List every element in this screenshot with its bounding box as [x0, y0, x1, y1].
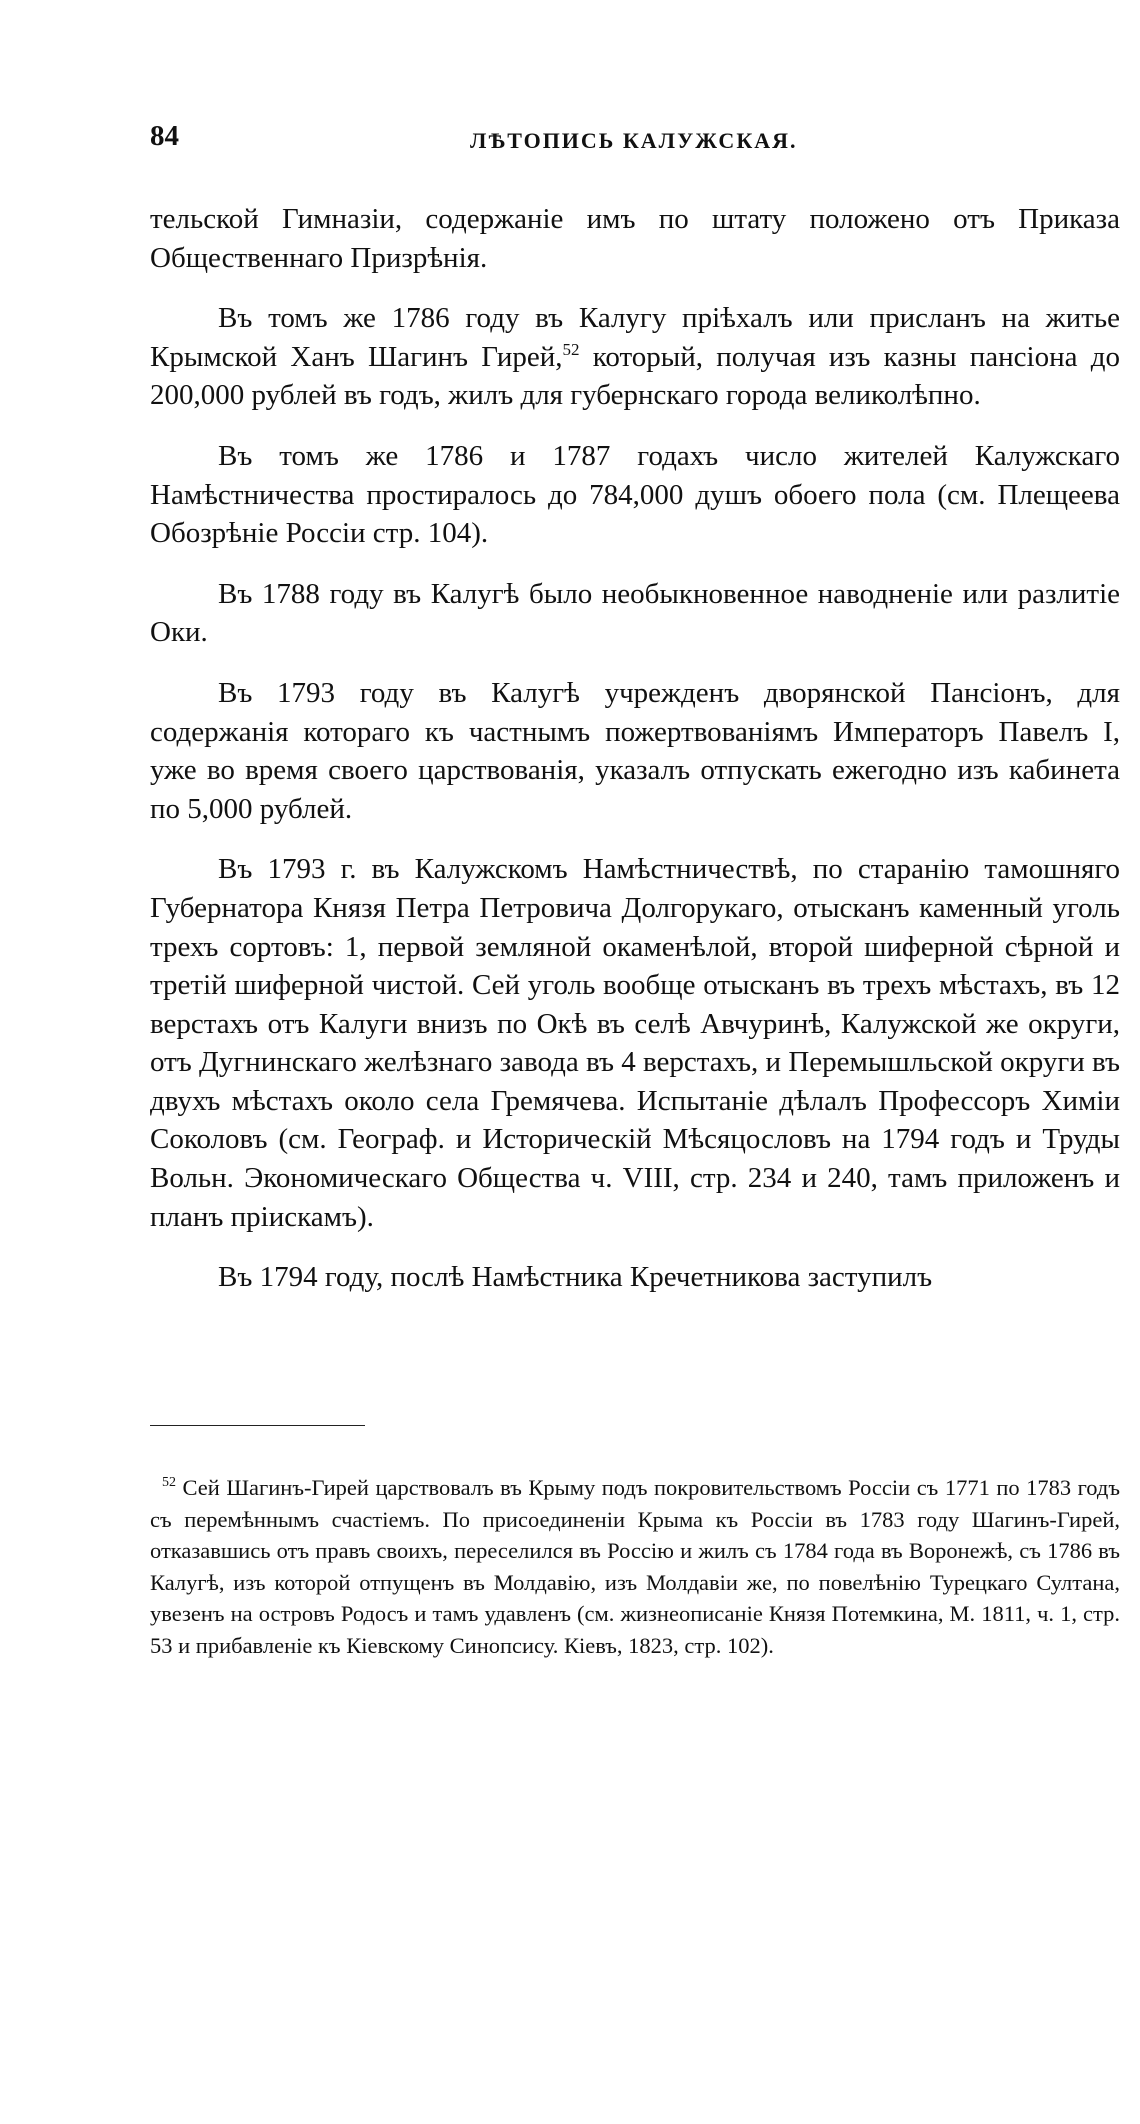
- page-header: [150, 120, 1120, 160]
- paragraph-gymnasium: [150, 200, 1120, 277]
- paragraph-khan-arrival-text-a: Въ томъ же 1786 году въ Калугу пріѣхалъ или присланъ на житье Крымской Ханъ Шагинъ Гирей,: [150, 302, 1120, 373]
- paragraph-khan-arrival: [150, 299, 1120, 415]
- paragraph-boarding-school: [150, 674, 1120, 828]
- paragraph-khan-arrival-text-b: который, получая изъ казны пансіона до 200,000 рублей въ годъ, жилъ для губернскаго города великолѣпно.: [150, 340, 1120, 412]
- footnote: [150, 1472, 1120, 1661]
- paragraph-population: [150, 437, 1120, 553]
- paragraph-flood: [150, 575, 1120, 652]
- running-title: ЛѢТОПИСЬ КАЛУЖСКАЯ.: [470, 128, 798, 153]
- paragraph-coal-text: Въ 1793 г. въ Калужскомъ Намѣстничествѣ, по старанію тамошняго Губернатора Князя Петра Петровича Долгорукаго, отысканъ каменный уголь трехъ сортовъ: 1, первой земляной окаменѣлой, второй шиферной сѣрной и третій шиферной чистой. Сей уголь вообще отысканъ въ трехъ мѣстахъ, въ 12 верстахъ отъ Калуги внизъ по Окѣ въ селѣ Авчуринѣ, Калужской же округи, отъ Дугнинскаго желѣзнаго завода въ 4 верстахъ, и Перемышльской округи въ двухъ мѣстахъ около села Гремячева. Испытаніе дѣлалъ Профессоръ Химіи Соколовъ (см. Географ. и Историческій Мѣсяцословъ на 1794 годъ и Труды Вольн. Экономическаго Общества ч. VIII, стр. 234 и 240, тамъ приложенъ и планъ пріискамъ).: [150, 853, 1120, 1233]
- paragraph-boarding-school-text: Въ 1793 году въ Калугѣ учрежденъ дворянской Пансіонъ, для содержанія котораго къ частнымъ пожертвованіямъ Императоръ Павелъ I, уже во время своего царствованія, указалъ отпускать ежегодно изъ кабинета по 5,000 рублей.: [150, 676, 1120, 825]
- paragraph-coal: [150, 850, 1120, 1236]
- paragraph-governor: [150, 1258, 1120, 1297]
- footnote-text: Сей Шагинъ-Гирей царствовалъ въ Крыму подъ покровительствомъ Россіи съ 1771 по 1783 годъ съ перемѣннымъ счастіемъ. По присоединеніи Крыма къ Россіи въ 1783 году Шагинъ-Гирей, отказавшись отъ правъ своихъ, переселился въ Россію и жилъ съ 1784 года въ Воронежѣ, съ 1786 въ Калугѣ, изъ которой отпущенъ въ Молдавію, изъ Молдавіи же, по повелѣнію Турецкаго Султана, увезенъ на островъ Родосъ и тамъ удавленъ (см. жизнеописаніе Князя Потемкина, М. 1811, ч. 1, стр. 53 и прибавленіе къ Кіевскому Синопсису. Кіевъ, 1823, стр. 102).: [150, 1475, 1120, 1658]
- paragraph-population-text: Въ томъ же 1786 и 1787 годахъ число жителей Калужскаго Намѣстничества простиралось до 784,000 душъ обоего пола (см. Плещеева Обозрѣніе Россіи стр. 104).: [150, 439, 1120, 550]
- footnote-reference[interactable]: 52: [562, 339, 580, 359]
- footnote-marker: 52: [162, 1475, 176, 1490]
- paragraph-flood-text: Въ 1788 году въ Калугѣ было необыкновенное наводненіе или разлитіе Оки.: [150, 577, 1120, 649]
- paragraph-governor-text: Въ 1794 году, послѣ Намѣстника Кречетникова заступилъ: [218, 1261, 933, 1294]
- page-number: 84: [150, 120, 179, 152]
- paragraph-gymnasium-text: тельской Гимназіи, содержаніе имъ по штату положено отъ Приказа Общественнаго Призрѣнія.: [150, 203, 1120, 274]
- body-text: [150, 200, 1120, 1319]
- footnote-divider: [150, 1425, 365, 1426]
